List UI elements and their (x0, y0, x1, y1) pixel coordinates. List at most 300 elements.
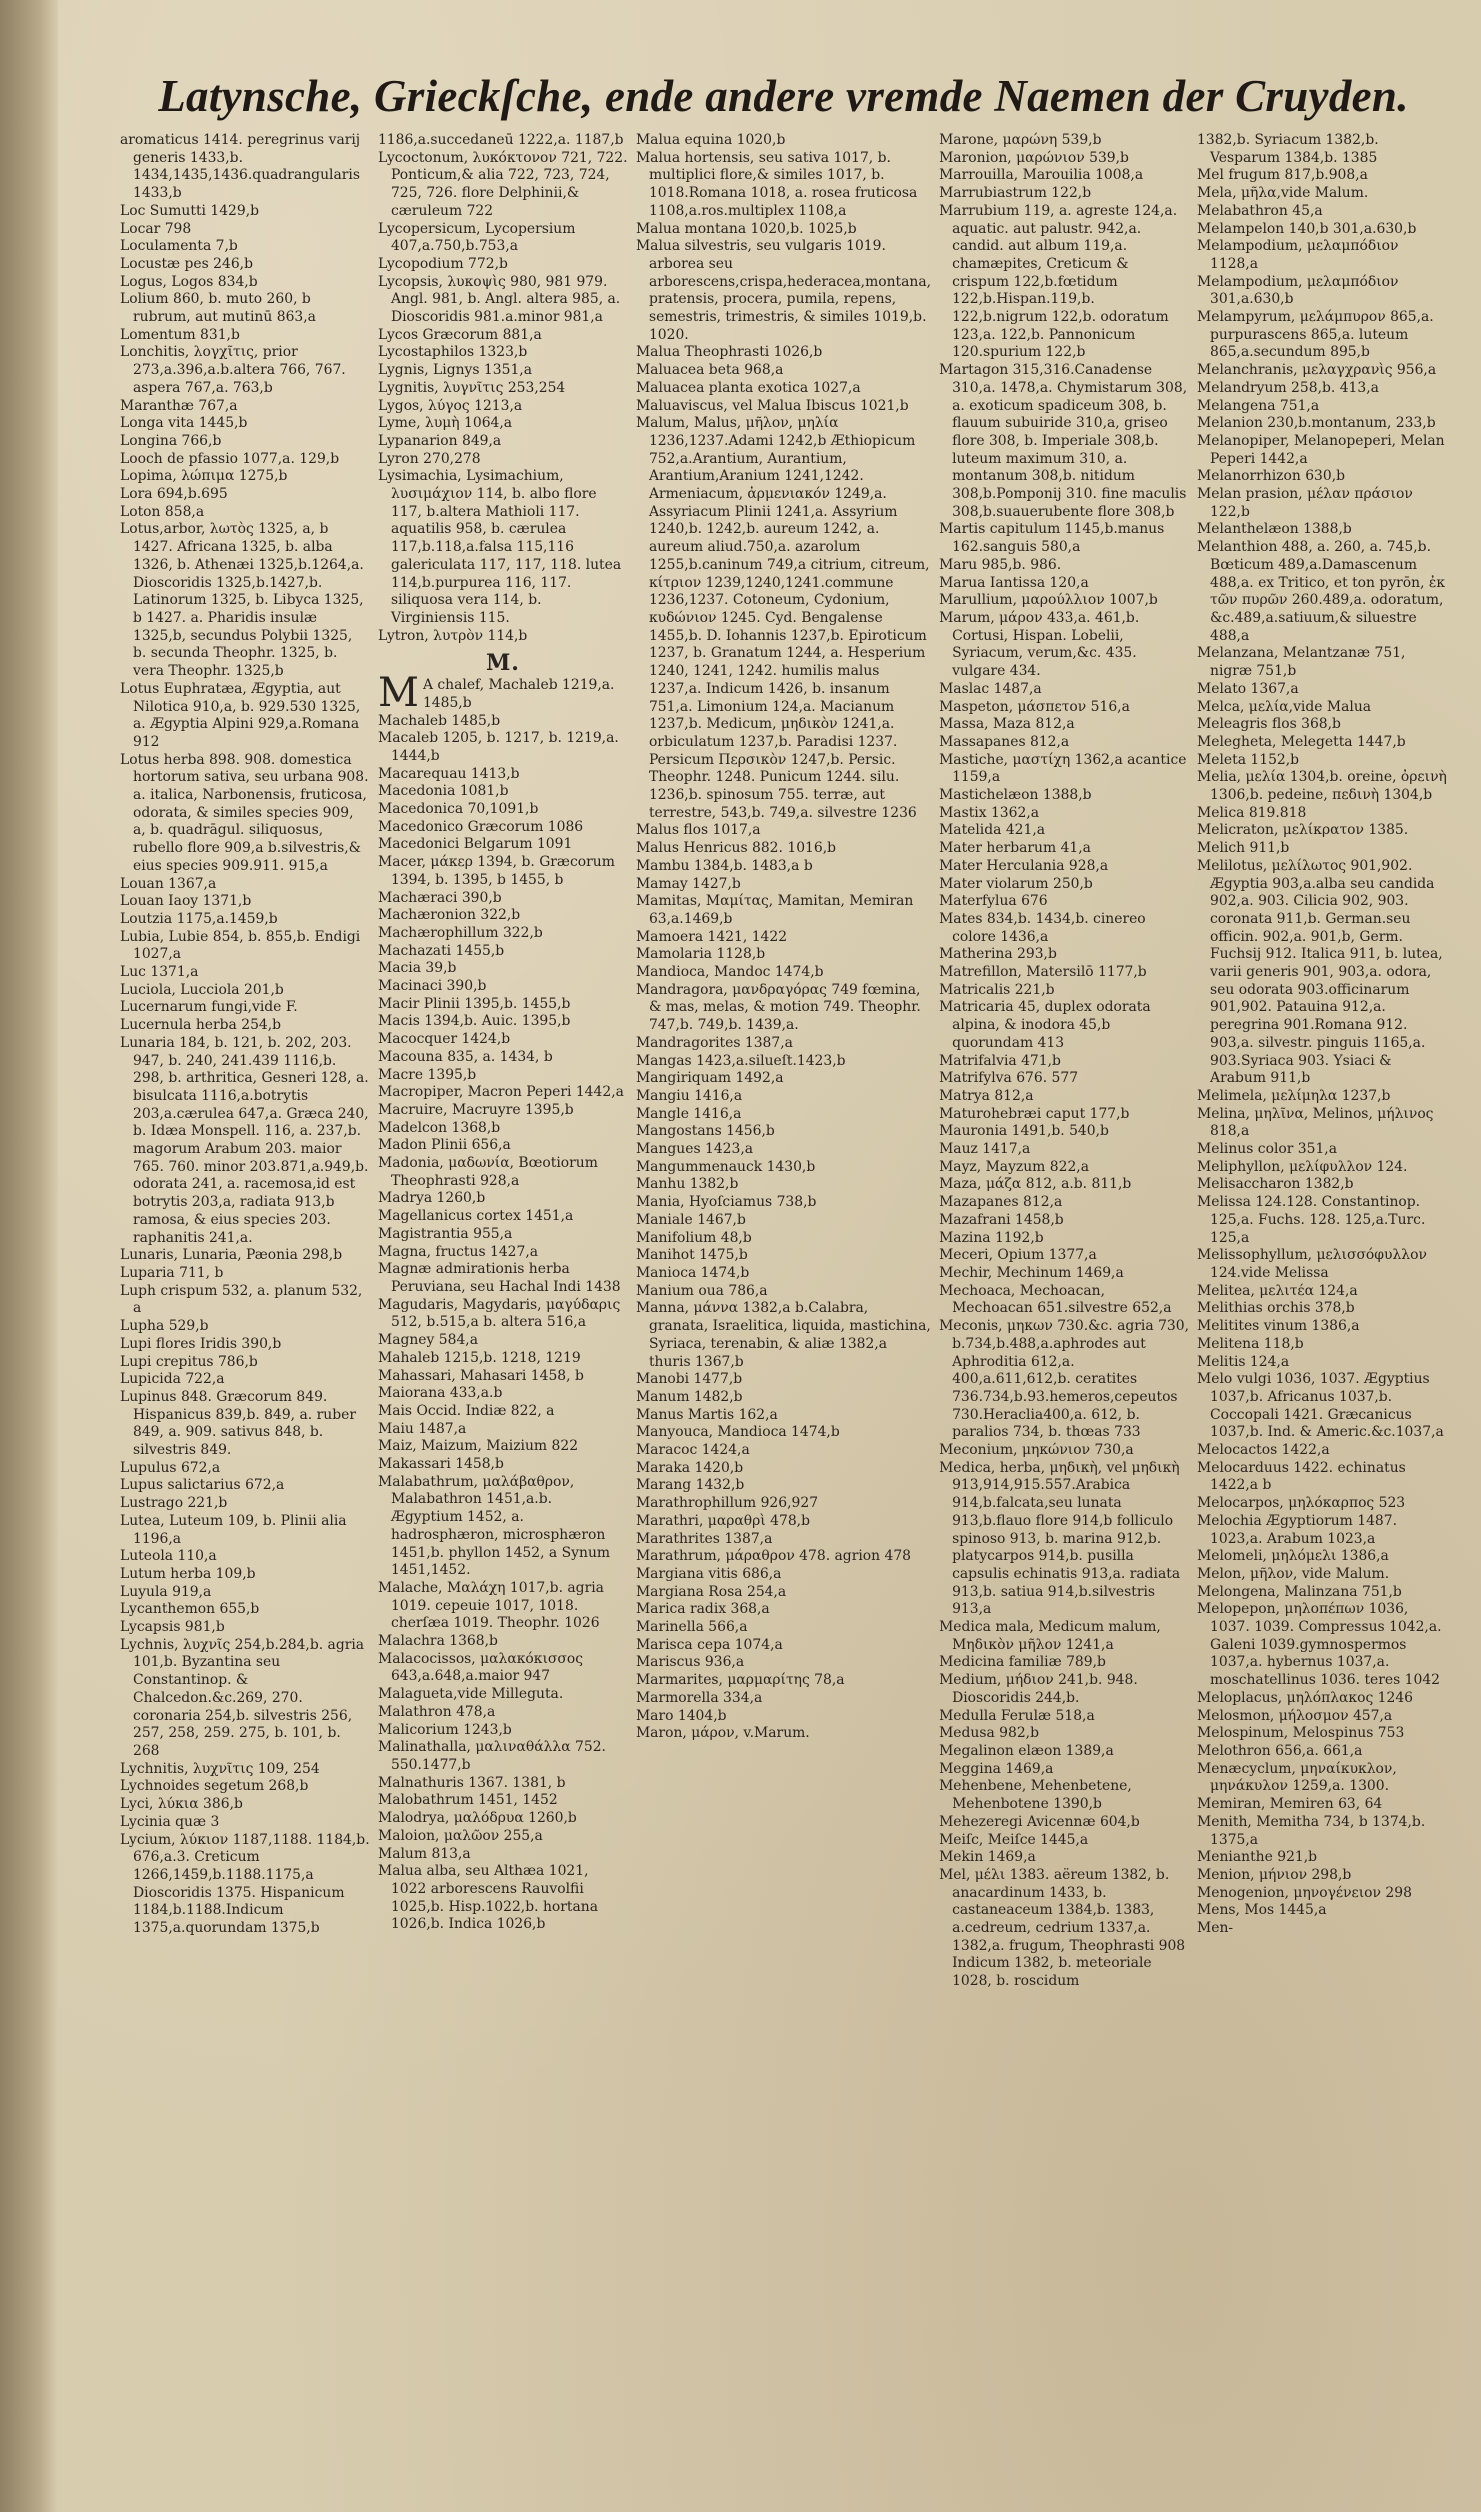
index-entry: Macropiper, Macron Peperi 1442,a (377, 1084, 624, 1101)
index-entry: Melocarpos, μηλόκαρπος 523 (1197, 1495, 1406, 1512)
index-entry: Memiran, Memiren 63, 64 (1197, 1796, 1383, 1813)
index-entry: Macedonico Græcorum 1086 (377, 818, 584, 835)
index-entry: Malinathalla, μαλιναθάλλα 752. 550.1477,b (377, 1739, 606, 1773)
index-entry: Maslac 1487,a (939, 680, 1042, 697)
index-entry: Louan 1367,a (120, 875, 217, 892)
index-entry: Mamolaria 1128,b (635, 946, 766, 963)
index-entry: Lunaris, Lunaria, Pæonia 298,b (120, 1247, 343, 1264)
index-entry: Luciola, Lucciola 201,b (120, 981, 284, 998)
index-entry: Meggina 1469,a (939, 1760, 1054, 1777)
index-entry: Melampodium, μελαμπόδιον 1128,a (1197, 238, 1399, 272)
index-entry: Mehenbene, Mehenbetene, Mehenbotene 1390,b (939, 1778, 1132, 1813)
index-entry: Lora 694,b.695 (120, 486, 228, 503)
index-entry: Melicraton, μελίκρατον 1385. (1197, 822, 1409, 839)
index-entry: Medium, μήδιον 241,b. 948. Dioscoridis 244,b. (939, 1672, 1138, 1706)
index-entry: Mates 834,b. 1434,b. cinereo colore 1436,a (939, 910, 1146, 945)
column-2 (378, 132, 628, 1991)
index-entry: Macedonia 1081,b (377, 783, 509, 800)
index-entry: Macre 1395,b (377, 1066, 477, 1083)
index-entry: Lutea, Luteum 109, b. Plinii alia 1196,a (120, 1512, 347, 1547)
column-5 (1197, 132, 1447, 1991)
index-entry: Lupus salictarius 672,a (120, 1477, 285, 1494)
index-entry: Lyci, λύκια 386,b (120, 1796, 243, 1813)
index-entry: Melisaccharon 1382,b (1197, 1176, 1354, 1193)
index-entry: Melo vulgi 1036, 1037. Ægyptius 1037,b. Africanus 1037,b. Coccopali 1421. Græcanicus 1037,b. Ind. & Americ.&c.1037,a (1197, 1371, 1444, 1441)
index-entry: M A chalef, Machaleb 1219,a. 1485,b (377, 670, 615, 717)
index-entry: Lycos Græcorum 881,a (377, 326, 542, 343)
index-entry: Loculamenta 7,b (120, 238, 238, 255)
index-entry: Lolium 860, b. muto 260, b rubrum, aut mutinū 863,a (120, 291, 316, 326)
index-entry: Malnathuris 1367. 1381, b (377, 1774, 566, 1791)
index-entry: Megalinon elæon 1389,a (939, 1742, 1114, 1759)
index-entry: Manifolium 48,b (635, 1229, 752, 1246)
index-entry: Luteola 110,a (120, 1548, 217, 1565)
index-entry: Malus Henricus 882. 1016,b (635, 840, 837, 857)
index-entry: Lupi crepitus 786,b (120, 1353, 258, 1370)
index-entry: Mangues 1423,a (635, 1141, 754, 1158)
index-entry: Melomeli, μηλόμελι 1386,a (1197, 1548, 1389, 1565)
index-entry: Luparia 711, b (120, 1265, 224, 1281)
index-entry: Macedonica 70,1091,b (377, 801, 539, 818)
index-entry: Malum 813,a (377, 1845, 471, 1862)
index-entry: Magudaris, Magydaris, μαγύδαρις 512, b.515,a b. altera 516,a (377, 1296, 621, 1331)
index-entry: Loutzia 1175,a.1459,b (120, 910, 278, 927)
index-entry: Mastichelæon 1388,b (939, 787, 1092, 804)
index-entry: Melongena, Malinzana 751,b (1197, 1583, 1402, 1600)
index-entry: Lycostaphilos 1323,b (377, 344, 528, 361)
index-entry: Maranthæ 767,a (120, 397, 238, 414)
index-entry: Marone, μαρώνη 539,b (939, 132, 1102, 148)
index-entry: Meconis, μηκων 730.&c. agria 730, b.734,b.488,a.aphrodes aut Aphroditia 612,a. 400,a.611,612,b. ceratites 736.734,b.93.hemeros,cepeutos 730.Heraclia400,a. 612, b. paralios 734, b. thœas 733 (939, 1318, 1189, 1441)
index-entry: Makassari 1458,b (377, 1456, 504, 1473)
index-entry: Mania, Hyoſciamus 738,b (635, 1194, 817, 1211)
index-entry: Meceri, Opium 1377,a (939, 1247, 1097, 1264)
index-entry: Madrya 1260,b (377, 1190, 486, 1207)
index-entry: Mastix 1362,a (939, 804, 1040, 821)
index-entry: Melampodium, μελαμπόδιον 301,a.630,b (1197, 273, 1399, 308)
index-entry: Mariscus 936,a (635, 1654, 745, 1671)
index-entry: Meleta 1152,b (1197, 751, 1300, 768)
index-entry: Lycanthemon 655,b (120, 1601, 260, 1618)
index-entry: Meconium, μηκώνιον 730,a (939, 1442, 1134, 1459)
page-title: Latynsche, Grieckſche, ende andere vremde Naemen der Cruyden. (158, 71, 1409, 121)
index-entry: Magney 584,a (377, 1332, 479, 1349)
index-entry: Menianthe 921,b (1197, 1849, 1318, 1866)
index-entry: Melia, μελία 1304,b. oreine, ὀρεινὴ 1306,b. pedeine, πεδινὴ 1304,b (1197, 769, 1447, 804)
index-entry: Marrouilla, Marouilia 1008,a (939, 167, 1144, 184)
index-entry: Melanthion 488, a. 260, a. 745,b. Bœticum 489,a.Damascenum 488,a. ex Tritico, et ton pyrōn, ἐκ τῶν πυρῶν 260.489,a. odoratum, &c.489,a.satiuum,& siluestre 488,a (1197, 539, 1446, 644)
index-entry: Mastiche, μαστίχη 1362,a acantice 1159,a (939, 751, 1187, 786)
index-entry: Menogenion, μηνογένειον 298 (1197, 1884, 1412, 1901)
index-entry: Materfylua 676 (939, 893, 1048, 910)
index-entry: Lustrago 221,b (120, 1495, 228, 1512)
index-entry: Mandragora, μανδραγόρας 749 fœmina, & mas, melas, & motion 749. Theophr. 747,b. 749,b. 1439,a. (635, 981, 921, 1034)
index-entry: Manus Martis 162,a (635, 1406, 778, 1423)
index-entry: Malagueta,vide Milleguta. (377, 1686, 564, 1703)
index-entry: Marua Iantissa 120,a (939, 574, 1089, 591)
index-entry: Maluaviscus, vel Malua Ibiscus 1021,b (635, 397, 909, 414)
drop-cap: M (377, 670, 419, 717)
index-entry: Meloplacus, μηλόπλακος 1246 (1197, 1689, 1414, 1706)
index-entry: Melich 911,b (1197, 840, 1290, 857)
index-entry: Machazati 1455,b (377, 942, 505, 959)
index-entry: Mater herbarum 41,a (939, 840, 1091, 857)
index-entry: Melina, μηλῖνα, Melinos, μήλινος 818,a (1197, 1105, 1434, 1140)
index-entry: Marrubium 119, a. agreste 124,a. aquatic. aut palustr. 942,a. candid. aut album 119,a. chamæpites, Creticum & crispum 122,b.fœtidum 122,b.Hispan.119,b. 122,b.nigrum 122,b. odoratum 123,a. 122,b. Pannonicum 120.spurium 122,b (939, 202, 1178, 361)
index-entry: Manium oua 786,a (635, 1282, 768, 1299)
index-entry: Lupinus 848. Græcorum 849. Hispanicus 839,b. 849, a. ruber 849, a. 909. sativus 848, b. silvestris 849. (120, 1388, 356, 1459)
index-entry: Lotus Euphratæa, Ægyptia, aut Nilotica 910,a, b. 929.530 1325, a. Ægyptia Alpini 929,a.Romana 912 (120, 680, 361, 750)
index-entry: Melithias orchis 378,b (1197, 1300, 1355, 1317)
index-entry: Marmarites, μαρμαρίτης 78,a (635, 1672, 845, 1689)
index-entry: Magnæ admirationis herba Peruviana, seu Hachal Indi 1438 (377, 1261, 621, 1295)
index-entry: Mandragorites 1387,a (635, 1034, 793, 1051)
index-entry: Mais Occid. Indiæ 822, a (377, 1402, 555, 1419)
column-3 (636, 132, 931, 1991)
index-entry: Mater violarum 250,b (939, 875, 1093, 892)
index-entry: Mambu 1384,b. 1483,a b (635, 857, 813, 874)
index-entry: Lucernarum fungi,vide F. (120, 999, 298, 1016)
index-entry: Locar 798 (120, 220, 192, 237)
index-entry: Matricalis 221,b (939, 981, 1055, 998)
index-entry: Loc Sumutti 1429,b (120, 202, 260, 219)
index-entry: Manobi 1477,b (635, 1371, 743, 1388)
index-entry: Machaleb 1485,b (377, 712, 501, 729)
index-entry: Massapanes 812,a (939, 733, 1070, 750)
index-entry: Melandryum 258,b. 413,a (1197, 379, 1379, 396)
index-entry: Mauronia 1491,b. 540,b (939, 1123, 1109, 1140)
index-entry: Mangostans 1456,b (635, 1123, 775, 1140)
index-entry: Menæcyclum, μηναίκυκλον, μηνάκυλον 1259,a. 1300. (1197, 1760, 1397, 1795)
index-entry: Mamay 1427,b (635, 875, 741, 892)
index-entry: Maracoc 1424,a (635, 1442, 750, 1459)
index-entry: Malacocissos, μαλακόκισσος 643,a.648,a.maior 947 (377, 1650, 584, 1685)
index-entry: Melissophyllum, μελισσόφυλλον 124.vide Melissa (1197, 1247, 1427, 1281)
index-entry: Mangiu 1416,a (635, 1087, 743, 1104)
index-entry: Mangiriquam 1492,a (635, 1070, 784, 1087)
index-entry: Maza, μάζα 812, a.b. 811,b (939, 1176, 1132, 1193)
index-entry: Melitites vinum 1386,a (1197, 1318, 1360, 1335)
index-entry: Mechir, Mechinum 1469,a (939, 1265, 1124, 1281)
index-entry: Macruire, Macruyre 1395,b (377, 1101, 574, 1118)
index-entry: Lyron 270,278 (377, 450, 481, 467)
index-entry: Meleagris flos 368,b (1197, 716, 1341, 733)
index-entry: Magna, fructus 1427,a (377, 1243, 539, 1260)
index-entry: Martis capitulum 1145,b.manus 162.sanguis 580,a (939, 521, 1165, 556)
index-entry: Manyouca, Mandioca 1474,b (635, 1424, 840, 1441)
index-entry: Lygnis, Lignys 1351,a (377, 362, 532, 379)
index-entry: Melitena 118,b (1197, 1335, 1304, 1352)
index-entry: Mangummenauck 1430,b (635, 1158, 816, 1175)
index-entry: Mandioca, Mandoc 1474,b (635, 964, 824, 981)
index-entry: Luyula 919,a (120, 1583, 212, 1600)
index-entry: Marica radix 368,a (635, 1601, 770, 1618)
index-entry: Luc 1371,a (120, 964, 199, 981)
index-entry: Lycinia quæ 3 (120, 1813, 220, 1830)
index-entry: Maluacea planta exotica 1027,a (635, 379, 861, 396)
index-entry: Mangle 1416,a (635, 1105, 742, 1122)
index-entry: Manihot 1475,b (635, 1247, 748, 1264)
index-entry: Lygnitis, λυγνῖτις 253,254 (377, 379, 566, 396)
index-entry: Melegheta, Melegetta 1447,b (1197, 733, 1406, 750)
index-entry: Melospinum, Melospinus 753 (1197, 1725, 1405, 1742)
index-entry: Lupulus 672,a (120, 1459, 221, 1476)
index-entry: Maluacea beta 968,a (635, 362, 784, 379)
index-entry: Melilotus, μελίλωτος 901,902. Ægyptia 903,a.alba seu candida 902,a. 903. Cilicia 902, 903. coronata 911,b. German.seu officin. 902,a. 901,b, Germ. Fuchsij 912. Italica 911, b. lutea, varii generis 901, 903,a. odora, seu odorata 903.officinarum 901,902. Patauina 912,a. peregrina 901.Romana 912. 903,a. silvestr. pinguis 1165,a. 903.Syriaca 903. Ysiaci & Arabum 911,b (1197, 857, 1443, 1087)
index-entry: Lycapsis 981,b (120, 1619, 225, 1636)
index-entry: Maniale 1467,b (635, 1211, 746, 1228)
index-entry: Macaleb 1205, b. 1217, b. 1219,a. 1444,b (377, 730, 619, 764)
index-entry: Melato 1367,a (1197, 680, 1299, 697)
index-entry: Lycoctonum, λυκόκτονον 721, 722. Ponticum,& alia 722, 723, 724, 725, 726. flore Delphinii,& cæruleum 722 (377, 149, 628, 219)
index-entry: Marathrophillum 926,927 (635, 1495, 819, 1512)
index-entry: Mamitas, Μαμίτας, Mamitan, Memiran 63,a.1469,b (635, 893, 914, 927)
index-entry: Marang 1432,b (635, 1477, 745, 1494)
index-entry: Mahassari, Mahasari 1458, b (377, 1367, 584, 1384)
index-entry: Malua alba, seu Althæa 1021, 1022 arborescens Rauvolfii 1025,b. Hisp.1022,b. hortana 1026,b. Indica 1026,b (377, 1863, 598, 1933)
index-entry: Luph crispum 532, a. planum 532, a (120, 1282, 363, 1317)
index-entry: Melampelon 140,b 301,a.630,b (1197, 220, 1417, 237)
index-entry: Melopepon, μηλοπέπων 1036, 1037. 1039. Compressus 1042,a. Galeni 1039.gymnospermos 1037,a. hybernus 1037,a. moschatellinus 1036. teres 1042 (1197, 1601, 1442, 1689)
index-entry: Lygos, λύγος 1213,a (377, 397, 523, 414)
index-entry: Machæraci 390,b (377, 889, 502, 906)
index-entry: Maturohebræi caput 177,b (939, 1105, 1130, 1122)
index-entry: Madelcon 1368,b (377, 1119, 501, 1136)
index-entry: Malabathrum, μαλάβαθρον, Malabathron 1451,a.b. Ægyptium 1452, a. hadrosphæron, microsphæron 1451,b. phyllon 1452, a Synum 1451,1452. (377, 1473, 611, 1579)
index-entry: Margiana Rosa 254,a (635, 1583, 787, 1600)
index-entry: 1186,a.succedaneū 1222,a. 1187,b (377, 132, 624, 148)
index-entry: Lonchitis, λογχῖτις, prior 273,a.396,a.b.altera 766, 767. aspera 767,a. 763,b (120, 344, 346, 396)
index-entry: Marisca cepa 1074,a (635, 1636, 783, 1653)
index-entry: Mehezeregi Avicennæ 604,b (939, 1813, 1140, 1830)
section-heading: M. (485, 650, 520, 677)
index-entry: Madonia, μαδωνία, Bœotiorum Theophrasti 928,a (377, 1155, 598, 1189)
index-entry: Malicorium 1243,b (377, 1721, 512, 1738)
index-entry: aromaticus 1414. peregrinus varij generis 1433,b. 1434,1435,1436.quadrangularis 1433,b (120, 132, 361, 202)
index-entry: Menion, μήνιον 298,b (1197, 1866, 1352, 1883)
index-entry: Marathri, μαραθρὶ 478,b (635, 1512, 810, 1529)
index-entry: Looch de pfassio 1077,a. 129,b (120, 450, 340, 467)
index-entry: Macocquer 1424,b (377, 1031, 511, 1048)
index-entry: Melinus color 351,a (1197, 1141, 1338, 1158)
index-entry: Medicina familiæ 789,b (939, 1654, 1106, 1671)
index-entry: 1382,b. Syriacum 1382,b. Vesparum 1384,b. 1385 (1197, 132, 1379, 166)
index-entry: Malua montana 1020,b. 1025,b (635, 220, 857, 237)
index-entry: Longina 766,b (120, 432, 222, 449)
index-entry: Mangas 1423,a.silueſt.1423,b (635, 1052, 846, 1069)
index-entry: Lychnoides segetum 268,b (120, 1778, 309, 1795)
index-entry: Manna, μάννα 1382,a b.Calabra, granata, Israelitica, liquida, mastichina, Syriaca, terenabin, & aliæ 1382,a thuris 1367,b (635, 1300, 931, 1370)
index-entry: Melanzana, Melantzanæ 751, nigræ 751,b (1197, 645, 1406, 680)
index-entry: Maloion, μαλῶον 255,a (377, 1827, 543, 1844)
index-entry: Melabathron 45,a (1197, 202, 1323, 219)
index-entry: Macia 39,b (377, 960, 457, 977)
index-entry: Machærophillum 322,b (377, 924, 543, 941)
index-entry: Mens, Mos 1445,a (1197, 1902, 1327, 1919)
index-entry: Manhu 1382,b (635, 1176, 739, 1193)
index-entry: Mazafrani 1458,b (939, 1211, 1064, 1228)
index-entry: Macir Plinii 1395,b. 1455,b (377, 995, 571, 1012)
index-entry: Lycopersicum, Lycopersium 407,a.750,b.753,a (377, 220, 576, 255)
index-entry: Louan Iaoy 1371,b (120, 893, 252, 910)
index-entry: Melanopiper, Melanopeperi, Melan Peperi 1442,a (1197, 432, 1445, 467)
index-entry: Lunaria 184, b. 121, b. 202, 203. 947, b. 240, 241.439 1116,b. 298, b. arthritica, Gesneri 128, a. bisulcata 1116,a.botrytis 203,a.cærulea 647,a. Græca 240, b. Idæa Monspell. 116, a. 237,b. magorum Arabum 203. maior 765. 760. minor 203.871,a.949,b. odorata 241, a. racemosa,id est botrytis 203,a, radiata 913,b ramosa, & eius species 203. raphanitis 241,a. (120, 1034, 369, 1246)
index-entry: Melanorrhizon 630,b (1197, 468, 1346, 485)
index-entry: Melanchranis, μελαγχρανὶς 956,a (1197, 362, 1437, 379)
index-entry: Melothron 656,a. 661,a (1197, 1742, 1363, 1759)
index-entry: Maraka 1420,b (635, 1459, 744, 1476)
index-entry: Maro 1404,b (635, 1707, 727, 1724)
index-columns (120, 132, 1447, 1991)
index-entry: Lucernula herba 254,b (120, 1017, 282, 1034)
index-entry: Matrefillon, Matersilō 1177,b (939, 964, 1147, 981)
index-entry: Marathrites 1387,a (635, 1530, 773, 1547)
index-entry: Lypanarion 849,a (377, 432, 502, 449)
index-entry: Lupicida 722,a (120, 1371, 225, 1388)
index-entry: Malus flos 1017,a (635, 822, 761, 839)
index-entry: Lopima, λώπιμα 1275,b (120, 468, 288, 485)
column-1 (120, 132, 370, 1991)
index-entry: Margiana vitis 686,a (635, 1565, 782, 1582)
index-entry: Marrubiastrum 122,b (939, 185, 1092, 202)
index-entry: Marullium, μαρούλλιον 1007,b (939, 592, 1158, 609)
index-entry: Maiu 1487,a (377, 1420, 467, 1437)
index-entry: Melimela, μελίμηλα 1237,b (1197, 1087, 1391, 1104)
index-entry: Mazapanes 812,a (939, 1194, 1063, 1211)
index-entry: Medusa 982,b (939, 1725, 1039, 1742)
index-entry: Meliphyllon, μελίφυλλον 124. (1197, 1158, 1408, 1175)
index-entry: Mahaleb 1215,b. 1218, 1219 (377, 1349, 581, 1366)
index-entry: Lomentum 831,b (120, 326, 240, 343)
index-entry: Lupi flores Iridis 390,b (120, 1335, 282, 1352)
index-entry: Lupha 529,b (120, 1318, 209, 1335)
index-entry: Melica 819.818 (1197, 804, 1307, 821)
index-entry: Menith, Memitha 734, b 1374,b. 1375,a (1197, 1813, 1426, 1848)
index-entry: Marinella 566,a (635, 1619, 748, 1636)
index-entry: Maiz, Maizum, Maizium 822 (377, 1438, 579, 1455)
index-entry: Lychnis, λυχνῖς 254,b.284,b. agria 101,b. Byzantina seu Constantinop. & Chalcedon.&c.269, 270. coronaria 254,b. silvestris 256, 257, 258, 259. 275, b. 101, b. 268 (120, 1636, 365, 1759)
index-entry: Martagon 315,316.Canadense 310,a. 1478,a. Chymistarum 308, a. exoticum spadiceum 308, b. flauum subuiride 310,a, griseo flore 308, b. Imperiale 308,b. luteum maximum 310, a. montanum 308,b. nitidum 308,b.Pomponij 310. fine maculis 308,b.suauerubente flore 308,b (939, 362, 1188, 520)
index-entry: Melissa 124.128. Constantinop. 125,a. Fuchs. 128. 125,a.Turc. 125,a (1197, 1194, 1426, 1246)
index-entry: Marum, μάρον 433,a. 461,b. Cortusi, Hispan. Lobelii, Syriacum, verum,&c. 435. vulgare 434. (939, 609, 1140, 680)
index-entry: Melocarduus 1422. echinatus 1422,a b (1197, 1459, 1406, 1494)
index-entry: Melampyrum, μελάμπυρον 865,a. purpurascens 865,a. luteum 865,a.secundum 895,b (1197, 309, 1434, 361)
index-entry: Lycopsis, λυκοψὶς 980, 981 979. Angl. 981, b. Angl. altera 985, a. Dioscoridis 981.a.minor 981,a (377, 273, 621, 326)
index-entry: Lycopodium 772,b (377, 255, 508, 272)
index-entry: Mel frugum 817,b.908,a (1197, 167, 1368, 184)
index-entry: Magistrantia 955,a (377, 1225, 513, 1242)
index-entry: Lotus,arbor, λωτὸς 1325, a, b 1427. Africana 1325, b. alba 1326, b. Athenæi 1325,b.1264,a. Dioscoridis 1325,b.1427,b. Latinorum 1325, b. Libyca 1325, b 1427. a. Pharidis insulæ 1325,b, secundus Polybii 1325, b. secunda Theophr. 1325, b. vera Theophr. 1325,b (120, 521, 364, 680)
index-entry: Mauz 1417,a (939, 1141, 1031, 1158)
index-entry: Maru 985,b. 986. (939, 556, 1062, 573)
index-entry: Lychnitis, λυχνῖτις 109, 254 (120, 1760, 320, 1777)
index-entry: Melca, μελία,vide Malua (1197, 698, 1372, 715)
index-entry: Locustæ pes 246,b (120, 255, 253, 272)
column-4 (939, 132, 1189, 1991)
index-entry: Macarequau 1413,b (377, 765, 520, 782)
index-entry: Mekin 1469,a (939, 1849, 1036, 1866)
index-entry: Matrifalvia 471,b (939, 1052, 1061, 1069)
index-entry: Matrifylva 676. 577 (939, 1070, 1079, 1087)
index-entry: Melocactos 1422,a (1197, 1442, 1330, 1459)
index-entry: Manioca 1474,b (635, 1265, 750, 1281)
index-entry: Melochia Ægyptiorum 1487. 1023,a. Arabum 1023,a (1197, 1512, 1398, 1547)
index-entry: Lotus herba 898. 908. domestica hortorum sativa, seu urbana 908. a. italica, Narbonensis, fruticosa, odorata, & similes species 909, a, b. quadrāgul. siliquosus, rubello flore 909,a b.silvestris,& eius species 909.911. 915,a (120, 751, 369, 874)
binding-gutter (0, 0, 58, 2512)
index-entry: Melangena 751,a (1197, 397, 1320, 414)
index-entry: Macer, μάκερ 1394, b. Græcorum 1394, b. 1395, b 1455, b (377, 854, 615, 888)
index-entry: Melanthelæon 1388,b (1197, 521, 1352, 538)
index-entry: Longa vita 1445,b (120, 415, 248, 432)
index-entry: Malum, Malus, μῆλον, μηλία 1236,1237.Adami 1242,b Æthiopicum 752,a.Arantium, Aurantium, Arantium,Aranium 1241,1242. Armeniacum, ἀρμενιακόν 1249,a. Assyriacum Plinii 1241,a. Assyrium 1240,b. 1242,b. aureum 1242, a. aureum aliud.750,a. azarolum 1255,b.caninum 749,a citrium, citreum, κίτριον 1239,1240,1241.commune 1236,1237. Cotoneum, Cydonium, κυδώνιον 1245. Cyd. Bengalense 1455,b. D. Iohannis 1237,b. Epiroticum 1237, b. Granatum 1244, a. Hesperium 1240, 1241, 1242. humilis malus 1237,a. Indicum 1426, b. insanum 751,a. Limonium 124,a. Macianum 1237,b. Medicum, μηδικὸν 1241,a. orbiculatum 1237,b. Paradisi 1237. Persicum Περσικὸν 1247,b. Persic. Theophr. 1248. Punicum 1244. silu. 1236,b. spinosum 755. terræ, aut terrestre, 543,b. 749,a. silvestre 1236 (635, 415, 930, 821)
index-entry: Mazina 1192,b (939, 1229, 1044, 1246)
index-entry: Melan prasion, μέλαν πράσιον 122,b (1197, 486, 1413, 520)
index-entry: Macinaci 390,b (377, 978, 487, 995)
index-entry: Mayz, Mayzum 822,a (939, 1158, 1089, 1175)
index-entry: Loton 858,a (120, 503, 205, 520)
index-entry: Marmorella 334,a (635, 1689, 763, 1706)
index-entry: Matherina 293,b (939, 946, 1057, 963)
index-entry: Madon Plinii 656,a (377, 1137, 511, 1154)
index-entry: Maspeton, μάσπετον 516,a (939, 698, 1130, 715)
index-entry: Men- (1197, 1920, 1234, 1937)
index-entry: Malache, Μαλάχη 1017,b. agria 1019. cepeuie 1017, 1018. cherſæa 1019. Theophr. 1026 (377, 1579, 604, 1632)
index-entry: Mela, μῆλα,vide Malum. (1197, 185, 1369, 202)
index-entry: Maronion, μαρώνιον 539,b (939, 149, 1129, 166)
index-entry: Matricaria 45, duplex odorata alpina, & inodora 45,b quorundam 413 (939, 999, 1151, 1051)
index-entry: Melosmon, μήλοσμον 457,a (1197, 1707, 1393, 1724)
index-entry: Macouna 835, a. 1434, b (377, 1048, 553, 1065)
index-entry: Melanion 230,b.montanum, 233,b (1197, 415, 1436, 432)
index-entry: Lutum herba 109,b (120, 1565, 256, 1582)
index-entry: Malua hortensis, seu sativa 1017, b. multiplici flore,& similes 1017, b. 1018.Romana 1018, a. rosea fruticosa 1108,a.ros.multiplex 1108,a (635, 149, 918, 219)
index-entry: Medulla Ferulæ 518,a (939, 1707, 1095, 1724)
index-entry: Lycium, λύκιον 1187,1188. 1184,b. 676,a.3. Creticum 1266,1459,b.1188.1175,a Dioscoridis 1375. Hispanicum 1184,b.1188.Indicum 1375,a.quorundam 1375,b (120, 1831, 370, 1937)
index-entry: Melitea, μελιτέα 124,a (1197, 1282, 1358, 1299)
index-entry: Malachra 1368,b (377, 1633, 498, 1650)
index-entry: Malua equina 1020,b (635, 132, 786, 148)
index-entry: Malua silvestris, seu vulgaris 1019. arborea seu arborescens,crispa,hederacea,montana, pratensis, procera, pumila, repens, semestris, trimestris, & similes 1019,b. 1020. (635, 238, 932, 343)
index-entry: Lysimachia, Lysimachium, λυσιμάχιον 114, b. albo flore 117, b.altera Mathioli 117. aquatilis 958, b. cærulea 117,b.118,a.falsa 115,116 galericulata 117, 117, 118. lutea 114,b.purpurea 116, 117. siliquosa vera 114, b. Virginiensis 115. (377, 468, 622, 626)
index-entry: Maiorana 433,a.b (377, 1385, 503, 1402)
index-entry: Manum 1482,b (635, 1388, 743, 1405)
index-entry: Magellanicus cortex 1451,a (377, 1208, 574, 1225)
index-entry: Melon, μῆλον, vide Malum. (1197, 1565, 1390, 1582)
index-entry: Lyme, λυμὴ 1064,a (377, 415, 513, 432)
index-entry: Marathrum, μάραθρον 478. agrion 478 (635, 1548, 912, 1565)
index-entry: Medica mala, Medicum malum, Μηδικὸν μῆλον 1241,a (939, 1619, 1161, 1653)
index-entry: Maron, μάρον, v.Marum. (635, 1725, 810, 1742)
index-entry: Mater Herculania 928,a (939, 857, 1109, 874)
index-entry: Matrya 812,a (939, 1087, 1034, 1104)
index-entry: Matelida 421,a (939, 822, 1046, 839)
index-entry: Mechoaca, Mechoacan, Mechoacan 651.silvestre 652,a (939, 1282, 1172, 1317)
index-entry: Malathron 478,a (377, 1703, 496, 1720)
index-entry: Logus, Logos 834,b (120, 273, 258, 290)
index-entry: Mamoera 1421, 1422 (635, 928, 788, 945)
index-entry: Macedonici Belgarum 1091 (377, 836, 573, 853)
index-entry: Lubia, Lubie 854, b. 855,b. Endigi 1027,a (120, 928, 361, 963)
index-entry: Medica, herba, μηδικὴ, vel μηδικὴ 913,914,915.557.Arabica 914,b.falcata,seu lunata 913,b.flauo flore 914,b folliculo spinoso 913, b. marina 912,b. platycarpos 914,b. pusilla capsulis echinatis 913,a. radiata 913,b. satiua 914,b.silvestris 913,a (939, 1459, 1181, 1618)
index-entry: Macis 1394,b. Auic. 1395,b (377, 1013, 571, 1030)
index-entry: Melitis 124,a (1197, 1353, 1290, 1370)
index-entry: Malua Theophrasti 1026,b (635, 344, 823, 361)
index-entry: Malobathrum 1451, 1452 (377, 1792, 558, 1809)
index-entry: Massa, Maza 812,a (939, 716, 1075, 733)
index-entry: Machæronion 322,b (377, 907, 521, 924)
index-entry: Malodrya, μαλόδρυα 1260,b (377, 1810, 577, 1827)
index-entry: Mel, μέλι 1383. aëreum 1382, b. anacardinum 1433, b. castaneaceum 1384,b. 1383, a.cedreum, cedrium 1337,a. 1382,a. frugum, Theophrasti 908 Indicum 1382, b. meteoriale 1028, b. roscidum (939, 1866, 1186, 1990)
